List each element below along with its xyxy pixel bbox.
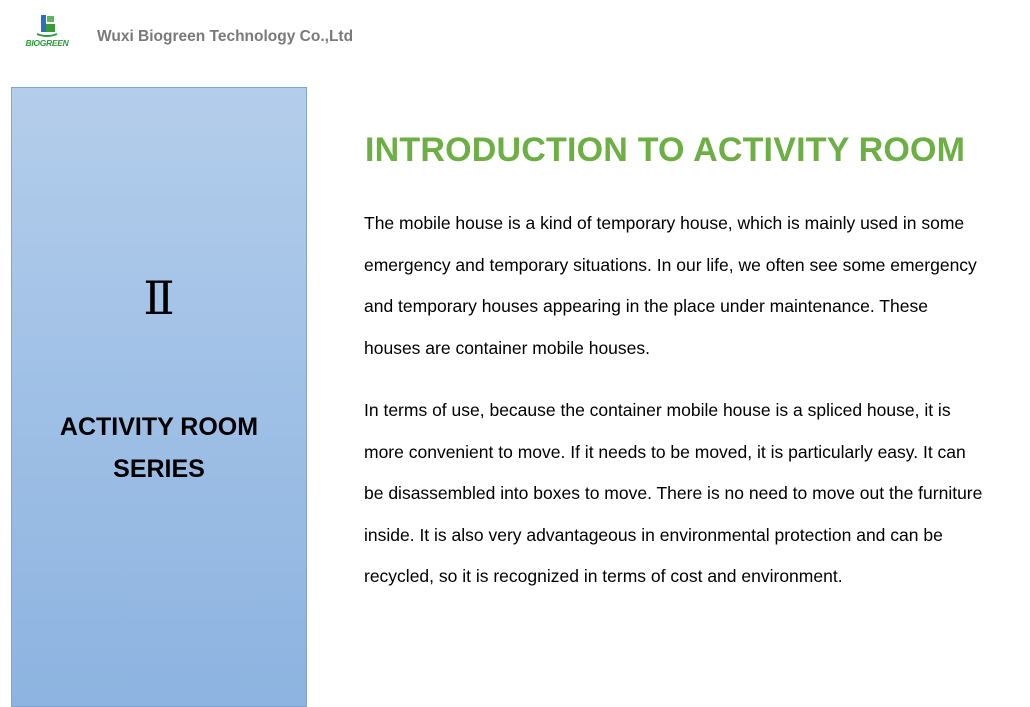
page-title: INTRODUCTION TO ACTIVITY ROOM: [365, 131, 966, 169]
logo-mark-icon: [17, 13, 77, 39]
intro-paragraph-1: The mobile house is a kind of temporary house, which is mainly used in some emergency and temporary situations. In our life, we often see some emergency and temporary houses appearing in the place under maintenance. These houses are container mobile houses.: [364, 213, 977, 358]
company-name: Wuxi Biogreen Technology Co.,Ltd: [97, 28, 354, 45]
biogreen-logo: [17, 13, 77, 49]
page-header: [0, 0, 1030, 70]
logo-text: BIOGREEN: [25, 38, 69, 48]
section-title: ACTIVITY ROOM SERIES: [59, 413, 259, 483]
intro-paragraph-2: In terms of use, because the container mobile house is a spliced house, it is more convenient to move. If it needs to be moved, it is particularly easy. It can be disassembled into boxes to move. There is no need to move out the furniture inside. It is also very advantageous in environmental protection and can be recycled, so it is recognized in terms of cost and environment.: [364, 400, 983, 587]
section-numeral: Ⅱ: [143, 271, 175, 325]
section-side-panel: [11, 87, 307, 707]
